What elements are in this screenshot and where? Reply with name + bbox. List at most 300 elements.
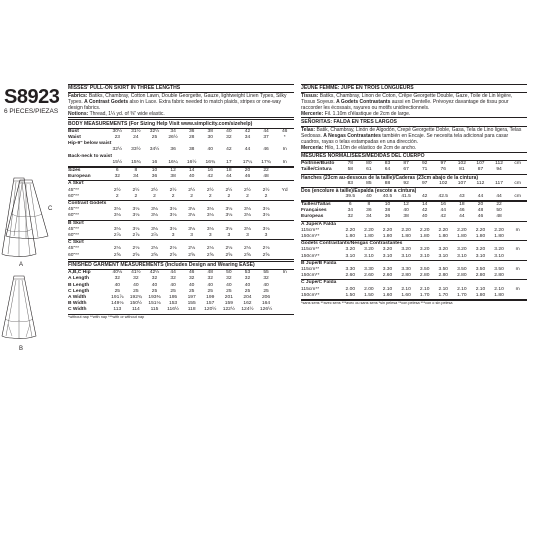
value-cell bbox=[508, 280, 527, 287]
value-cell bbox=[490, 280, 509, 287]
value-cell bbox=[145, 220, 164, 227]
value-cell: 42½ bbox=[149, 270, 160, 276]
value-cell: 3.30 bbox=[345, 266, 356, 272]
value-cell: 80 bbox=[366, 161, 372, 167]
row-label: B Jupe/B Falda bbox=[301, 260, 337, 266]
french-notions: Mercerie: Fil. 1.10m d'élastique de 2cm de large. bbox=[301, 111, 411, 118]
value-cell bbox=[275, 194, 294, 201]
yardage-table bbox=[68, 181, 294, 259]
row-label: Tailles/Tallas bbox=[301, 201, 331, 207]
value-cell: 2⅝ bbox=[108, 253, 127, 260]
value-cell bbox=[275, 213, 294, 220]
row-label: Godets Contrastants/Nesgas Contrastantes bbox=[301, 241, 403, 247]
english-column bbox=[68, 84, 294, 320]
value-cell: 18 bbox=[459, 201, 465, 207]
value-cell: 25 bbox=[151, 288, 158, 294]
row-label: 60"** bbox=[68, 194, 108, 201]
value-cell: 192¾ bbox=[129, 295, 143, 300]
value-cell: 1.80 bbox=[360, 234, 379, 241]
value-cell: 2.80 bbox=[434, 273, 453, 280]
table-row bbox=[301, 280, 527, 287]
value-cell: 46 bbox=[188, 270, 195, 276]
table-row bbox=[68, 240, 294, 247]
value-cell: 2⅛ bbox=[225, 246, 233, 252]
value-cell: 2½ bbox=[262, 187, 270, 193]
value-cell: 3⅛ bbox=[132, 207, 140, 213]
value-cell: 42 bbox=[421, 208, 428, 214]
value-cell: 25 bbox=[151, 134, 158, 140]
value-cell: 1.80 bbox=[434, 234, 453, 241]
value-cell: 2 bbox=[164, 194, 183, 201]
value-cell: 3⅛ bbox=[257, 213, 276, 220]
value-cell: 1.60 bbox=[397, 293, 416, 300]
row-label: 115cm** bbox=[301, 227, 320, 233]
value-cell: 114 bbox=[131, 307, 140, 313]
value-cell: 32 bbox=[170, 276, 176, 282]
value-cell: 3⅛ bbox=[244, 207, 251, 213]
value-cell: 118 bbox=[187, 307, 196, 313]
value-cell: 3 bbox=[257, 233, 276, 240]
value-cell: cm bbox=[508, 194, 527, 201]
value-cell: 44 bbox=[263, 128, 269, 134]
value-cell: cm bbox=[514, 161, 521, 167]
value-cell: 40 bbox=[207, 282, 213, 288]
row-label: 60"** bbox=[68, 213, 108, 220]
value-cell: 2 bbox=[182, 194, 201, 201]
row-label: 150cm** bbox=[301, 293, 341, 300]
value-cell: 3⅛ bbox=[206, 207, 214, 213]
value-cell: 44 bbox=[244, 147, 251, 153]
metric-back-table bbox=[301, 194, 527, 201]
value-cell: 3⅛ bbox=[182, 213, 201, 220]
value-cell: 3.50 bbox=[419, 266, 430, 272]
value-cell: 44 bbox=[170, 270, 176, 276]
value-cell: 28 bbox=[188, 134, 195, 140]
value-cell: 197 bbox=[187, 295, 196, 300]
value-cell: 149⅛ bbox=[111, 301, 124, 307]
pattern-number: S8923 bbox=[4, 86, 60, 108]
value-cell: 2⅝ bbox=[164, 253, 183, 260]
value-cell: 15½ bbox=[108, 160, 127, 167]
value-cell: 3⅛ bbox=[164, 213, 183, 220]
english-footnote: *without nap **with nap ***with or without nap bbox=[68, 314, 294, 320]
value-cell: 2.20 bbox=[364, 227, 374, 233]
value-cell: 2.10 bbox=[457, 286, 467, 292]
value-cell: 3 bbox=[182, 233, 201, 240]
table-row bbox=[301, 260, 527, 267]
row-label: 150cm** bbox=[301, 273, 341, 280]
value-cell: 81 bbox=[453, 167, 472, 174]
value-cell bbox=[415, 260, 434, 267]
value-cell: 2.20 bbox=[494, 227, 504, 233]
value-cell bbox=[360, 260, 379, 267]
value-cell: 30 bbox=[207, 134, 213, 140]
value-cell bbox=[508, 254, 527, 261]
french-spanish-column bbox=[301, 84, 527, 306]
row-label: 150cm** bbox=[301, 234, 341, 241]
value-cell: 2.10 bbox=[494, 286, 504, 292]
value-cell: 36 bbox=[145, 174, 164, 181]
table-row bbox=[301, 234, 527, 241]
row-label: C Length bbox=[68, 288, 90, 294]
value-cell: 32 bbox=[151, 276, 158, 282]
value-cell: 1.80 bbox=[397, 234, 416, 241]
metric-yardage-table bbox=[301, 222, 527, 300]
value-cell: 199 bbox=[206, 295, 215, 300]
value-cell: 2.80 bbox=[471, 273, 490, 280]
value-cell: 2 bbox=[127, 194, 146, 201]
value-cell: 3.10 bbox=[360, 254, 379, 261]
value-cell: 40 bbox=[133, 282, 139, 288]
value-cell: 3.10 bbox=[434, 254, 453, 261]
value-cell: 25 bbox=[207, 288, 213, 294]
table-row bbox=[301, 181, 527, 188]
value-cell: 40⅛ bbox=[112, 270, 123, 276]
value-cell bbox=[508, 241, 527, 248]
value-cell: 117 bbox=[490, 181, 509, 188]
value-cell: 3⅛ bbox=[145, 213, 164, 220]
value-cell: 78 bbox=[347, 161, 354, 167]
value-cell: 2⅛ bbox=[188, 246, 196, 252]
value-cell: 3.20 bbox=[401, 247, 411, 253]
value-cell: 38 bbox=[188, 147, 195, 153]
value-cell: 46 bbox=[238, 174, 257, 181]
value-cell: 12 bbox=[403, 201, 409, 207]
value-cell: 40 bbox=[226, 282, 232, 288]
value-cell: 2⅛ bbox=[151, 246, 158, 252]
value-cell: 42 bbox=[415, 194, 434, 201]
table-row bbox=[301, 273, 527, 280]
value-cell: 25 bbox=[114, 288, 121, 294]
metric-sizes-table bbox=[301, 201, 527, 222]
value-cell: 18 bbox=[226, 167, 232, 173]
value-cell: 122½ bbox=[222, 307, 235, 313]
value-cell: 1.80 bbox=[490, 293, 509, 300]
value-cell: 25 bbox=[263, 288, 269, 294]
value-cell: 46 bbox=[263, 147, 269, 153]
row-label: A Width bbox=[68, 295, 87, 300]
value-cell: 2.10 bbox=[475, 286, 486, 292]
value-cell: 2.20 bbox=[475, 227, 486, 233]
value-cell: 2⅝ bbox=[220, 253, 239, 260]
value-cell: 40 bbox=[226, 128, 232, 134]
value-cell: 116½ bbox=[167, 307, 180, 313]
value-cell: 97 bbox=[440, 161, 446, 167]
value-cell: 3.20 bbox=[457, 247, 467, 253]
value-cell: * bbox=[283, 134, 286, 140]
value-cell: 1.70 bbox=[453, 293, 472, 300]
value-cell: 97 bbox=[415, 181, 434, 188]
value-cell: 2.80 bbox=[453, 273, 472, 280]
value-cell: 44 bbox=[220, 174, 239, 181]
metric-hip-label: Hanches (23cm au-dessous de la taille)/Caderas (23cm abajo de la cintura) bbox=[301, 174, 479, 181]
value-cell: 42.5 bbox=[434, 194, 453, 201]
value-cell: 3⅛ bbox=[113, 207, 121, 213]
value-cell: 17¾ bbox=[257, 160, 276, 167]
metric-footnote: *sans sens **avec sens ***avec ou sans sens *sin pelesa **con pelesa ***con o sin pelesa bbox=[301, 300, 527, 306]
pieces-count: 6 PIECES/PIEZAS bbox=[4, 108, 59, 115]
value-cell: 1.80 bbox=[415, 234, 434, 241]
value-cell: 40 bbox=[188, 282, 195, 288]
row-label: Hip-9" below waist bbox=[68, 141, 112, 147]
value-cell: 24 bbox=[133, 134, 139, 140]
row-label: 60"** bbox=[68, 253, 108, 260]
value-cell: 46 bbox=[471, 214, 490, 221]
value-cell: 206 bbox=[261, 295, 271, 300]
value-cell: 17¼ bbox=[238, 160, 257, 167]
value-cell: 3.20 bbox=[345, 247, 356, 253]
value-cell bbox=[397, 260, 416, 267]
value-cell: 113 bbox=[113, 307, 122, 313]
value-cell: 6 bbox=[348, 201, 352, 207]
value-cell: 10 bbox=[384, 201, 391, 207]
value-cell: 48 bbox=[207, 270, 213, 276]
value-cell: 120½ bbox=[204, 307, 217, 313]
value-cell bbox=[275, 200, 294, 207]
value-cell: 32 bbox=[244, 276, 251, 282]
value-cell: 3 bbox=[164, 233, 183, 240]
row-label: Europeas bbox=[301, 214, 341, 221]
value-cell: 2 bbox=[220, 194, 239, 201]
value-cell: 3.50 bbox=[475, 266, 486, 272]
value-cell: 155 bbox=[187, 301, 196, 307]
value-cell bbox=[341, 280, 360, 287]
sizes-table bbox=[68, 167, 294, 181]
row-label: 150cm** bbox=[301, 254, 341, 261]
value-cell: 26½ bbox=[168, 134, 178, 140]
value-cell bbox=[471, 260, 490, 267]
value-cell: 2½ bbox=[132, 187, 140, 193]
value-cell: 44 bbox=[471, 194, 490, 201]
value-cell: 2 bbox=[257, 194, 276, 201]
value-cell: 2⅝ bbox=[201, 253, 220, 260]
value-cell: 34 bbox=[360, 214, 379, 221]
value-cell: 2 bbox=[238, 194, 257, 201]
english-fabrics: Fabrics: Batiks, Chambray, Cotton Lawn, Double Georgette, Gauze, lightweight Linen Types, Silky Types. A Contrast Godets also in Lace. Extra fabric needed to match plaids, stripes or one-way design fabrics. bbox=[68, 93, 287, 112]
value-cell: 36 bbox=[378, 214, 397, 221]
value-cell: In bbox=[282, 147, 287, 153]
value-cell: 17 bbox=[220, 160, 239, 167]
value-cell: 3 bbox=[201, 233, 220, 240]
value-cell: 3⅛ bbox=[188, 226, 196, 232]
value-cell: 16 bbox=[207, 167, 213, 173]
value-cell: 25 bbox=[133, 288, 139, 294]
value-cell: 2.00 bbox=[345, 286, 356, 292]
value-cell: 38 bbox=[384, 208, 391, 214]
value-cell: 22 bbox=[496, 201, 502, 207]
value-cell: 1.50 bbox=[360, 293, 379, 300]
value-cell bbox=[415, 280, 434, 287]
view-label-c: C bbox=[48, 206, 53, 212]
value-cell: 46 bbox=[459, 208, 465, 214]
value-cell: 2 bbox=[145, 194, 164, 201]
value-cell: 48 bbox=[257, 174, 276, 181]
value-cell: 3.50 bbox=[438, 266, 449, 272]
value-cell: 34 bbox=[170, 128, 176, 134]
value-cell: 38 bbox=[397, 214, 416, 221]
value-cell: 2⅛ bbox=[132, 246, 140, 252]
value-cell: 3⅛ bbox=[169, 207, 177, 213]
value-cell: 33½ bbox=[131, 147, 141, 153]
value-cell: 112 bbox=[495, 161, 503, 167]
value-cell: 2.20 bbox=[438, 227, 449, 233]
value-cell: 3.50 bbox=[457, 266, 467, 272]
value-cell: 3⅛ bbox=[262, 207, 270, 213]
value-cell: 1.70 bbox=[415, 293, 434, 300]
table-row bbox=[301, 201, 527, 208]
value-cell: 10 bbox=[151, 167, 158, 173]
table-row bbox=[301, 214, 527, 221]
value-cell: 34 bbox=[347, 208, 354, 214]
value-cell: 159 bbox=[224, 301, 233, 307]
value-cell bbox=[182, 220, 201, 227]
value-cell: 3.10 bbox=[490, 254, 509, 261]
value-cell: 44 bbox=[490, 194, 509, 201]
row-label: Taille/Cintura bbox=[301, 167, 341, 174]
value-cell: 14 bbox=[421, 201, 428, 207]
value-cell: 3.10 bbox=[471, 254, 490, 261]
value-cell: 38 bbox=[164, 174, 183, 181]
metric-hip-table bbox=[301, 181, 527, 188]
value-cell: 6 bbox=[115, 167, 119, 173]
value-cell: 3.30 bbox=[382, 266, 393, 272]
value-cell: 8 bbox=[367, 201, 371, 207]
value-cell: 3.50 bbox=[494, 266, 504, 272]
value-cell: 25 bbox=[188, 288, 195, 294]
value-cell: 3⅛ bbox=[132, 226, 140, 232]
value-cell: 1.80 bbox=[471, 234, 490, 241]
finished-measurements-table bbox=[68, 270, 294, 313]
value-cell: 16 bbox=[440, 201, 446, 207]
value-cell bbox=[275, 240, 294, 247]
value-cell: 2½ bbox=[225, 187, 233, 193]
value-cell: 85 bbox=[360, 181, 379, 188]
value-cell: 3⅛ bbox=[201, 213, 220, 220]
table-row bbox=[68, 213, 294, 220]
value-cell bbox=[453, 280, 472, 287]
body-measurements-table bbox=[68, 129, 294, 167]
table-row bbox=[68, 220, 294, 227]
value-cell: 3.10 bbox=[378, 254, 397, 261]
value-cell bbox=[508, 167, 527, 174]
value-cell: 191⅞ bbox=[111, 295, 124, 300]
value-cell: 2⅝ bbox=[257, 253, 276, 260]
value-cell: 3 bbox=[238, 233, 257, 240]
row-label: C Width bbox=[68, 307, 87, 313]
value-cell: 50 bbox=[226, 270, 232, 276]
value-cell: 2⅝ bbox=[145, 253, 164, 260]
row-label: Sizes bbox=[68, 167, 81, 173]
spanish-fabrics: Telas: Batik, Chambray, Linón de Algodón, Crepé Georgette Doble, Gasa, Tela de Lino ligera, Telas Sedosas. A Nesgas Contrastantes también en Encaje. Se necesita tela adicional para casar cuadros, rayas o telas estampadas en una dirección. bbox=[301, 126, 522, 145]
table-row bbox=[68, 160, 294, 167]
value-cell bbox=[397, 280, 416, 287]
value-cell: 2.00 bbox=[364, 286, 374, 292]
value-cell: 2⅛ bbox=[169, 246, 177, 252]
value-cell bbox=[434, 280, 453, 287]
value-cell: 115 bbox=[150, 307, 159, 313]
row-label: Contrast Godets bbox=[68, 200, 107, 206]
value-cell: 40 bbox=[360, 194, 379, 201]
value-cell bbox=[127, 220, 146, 227]
value-cell: 3.30 bbox=[401, 266, 411, 272]
value-cell: 2⅞ bbox=[108, 233, 127, 240]
table-row bbox=[68, 233, 294, 240]
spanish-title: SEÑORITAS: FALDA EN TRES LARGOS bbox=[301, 117, 527, 126]
value-cell: 1.80 bbox=[378, 234, 397, 241]
value-cell: 204 bbox=[243, 295, 252, 300]
finished-measurements-heading: FINISHED GARMENT MEASUREMENTS (Includes Design and Wearing EASE) bbox=[68, 261, 294, 270]
value-cell: 32 bbox=[263, 276, 269, 282]
value-cell: 40 bbox=[263, 282, 269, 288]
value-cell: 25 bbox=[226, 288, 232, 294]
value-cell: 3⅛ bbox=[127, 213, 146, 220]
value-cell: 2⅞ bbox=[127, 233, 146, 240]
row-label: 115cm** bbox=[301, 266, 320, 272]
table-row bbox=[301, 167, 527, 174]
value-cell: 3⅛ bbox=[225, 226, 233, 232]
value-cell: 40 bbox=[207, 147, 213, 153]
value-cell bbox=[508, 214, 527, 221]
value-cell: 3⅛ bbox=[108, 213, 127, 220]
value-cell: 1.60 bbox=[378, 293, 397, 300]
value-cell: 50 bbox=[496, 208, 502, 214]
value-cell: 32 bbox=[108, 174, 127, 181]
value-cell: In bbox=[275, 160, 294, 167]
table-row bbox=[301, 254, 527, 261]
value-cell: 48 bbox=[477, 208, 484, 214]
skirt-technical-drawings bbox=[2, 124, 64, 360]
row-label: 45"** bbox=[68, 207, 79, 213]
metric-body-table bbox=[301, 161, 527, 174]
value-cell: 157 bbox=[206, 301, 215, 307]
value-cell: 16 bbox=[145, 160, 164, 167]
skirt-b-drawing bbox=[2, 276, 36, 339]
value-cell: 20 bbox=[477, 201, 484, 207]
value-cell: 162 bbox=[243, 301, 252, 307]
value-cell: 3⅛ bbox=[220, 213, 239, 220]
value-cell: 71 bbox=[415, 167, 434, 174]
value-cell: 32 bbox=[226, 276, 232, 282]
value-cell: 2.60 bbox=[341, 273, 360, 280]
value-cell: 42 bbox=[244, 128, 251, 134]
value-cell: 3.20 bbox=[475, 247, 486, 253]
row-label: Françaises bbox=[301, 208, 327, 214]
value-cell bbox=[275, 174, 294, 181]
value-cell: 3.20 bbox=[382, 247, 393, 253]
table-row bbox=[68, 194, 294, 201]
value-cell: 2½ bbox=[113, 187, 121, 193]
value-cell: 58 bbox=[341, 167, 360, 174]
value-cell: 2.20 bbox=[345, 227, 356, 233]
value-cell: 2⅝ bbox=[238, 253, 257, 260]
value-cell: 8 bbox=[134, 167, 138, 173]
value-cell: 201 bbox=[224, 295, 233, 300]
value-cell: 83 bbox=[384, 161, 391, 167]
value-cell: 46 bbox=[281, 128, 288, 134]
value-cell bbox=[508, 260, 527, 267]
value-cell: 40 bbox=[151, 282, 158, 288]
value-cell: 195 bbox=[168, 295, 178, 300]
row-label: Bust bbox=[68, 128, 79, 134]
value-cell: 2.10 bbox=[401, 286, 411, 292]
row-label bbox=[301, 181, 341, 188]
value-cell: 1.70 bbox=[434, 293, 453, 300]
metric-back-label: Dos (encolure à taille)/Espalda (escote a cintura) bbox=[301, 187, 417, 194]
value-cell: 32 bbox=[207, 276, 213, 282]
value-cell bbox=[378, 260, 397, 267]
value-cell: 2⅛ bbox=[262, 246, 270, 252]
value-cell: 3⅛ bbox=[169, 226, 177, 232]
